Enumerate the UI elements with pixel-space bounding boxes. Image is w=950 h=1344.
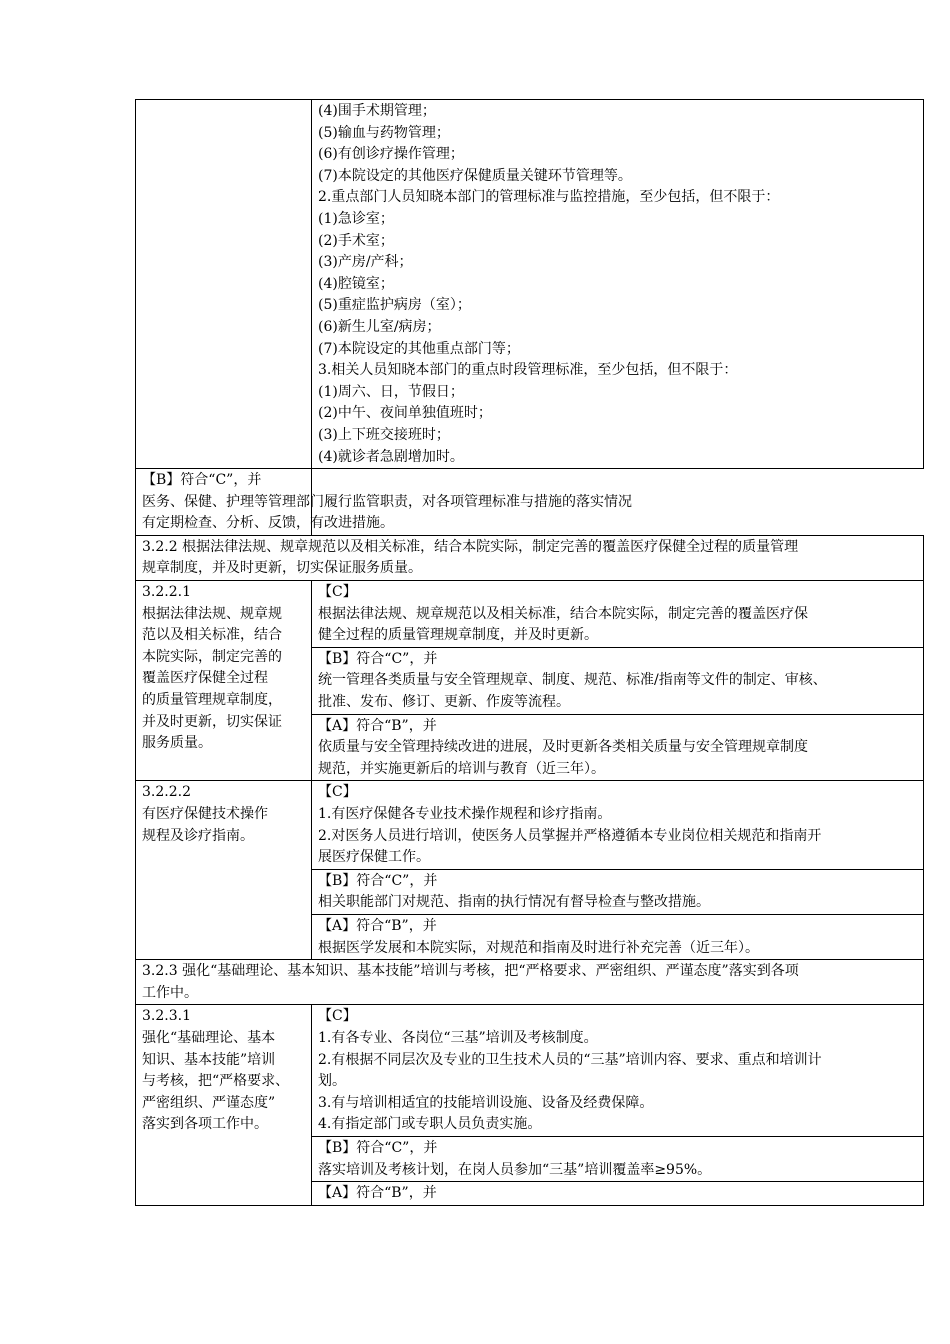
criteria-line: 1.有医疗保健各专业技术操作规程和诊疗指南。 <box>318 806 612 822</box>
item-title-line: 根据法律法规、规章规 <box>142 605 282 622</box>
criteria-line: (1)急诊室； <box>318 210 394 227</box>
criteria-line: 有定期检查、分析、反馈，有改进措施。 <box>142 515 394 532</box>
criteria-line: 4.有指定部门或专职人员负责实施。 <box>318 1116 542 1133</box>
item-title-line: 与考核，把“严格要求、 <box>142 1073 290 1090</box>
criteria-line: 2.重点部门人员知晓本部门的管理标准与监控措施，至少包括，但不限于： <box>318 189 780 206</box>
item-title-line: 严密组织、严谨态度” <box>142 1094 276 1111</box>
criteria-line: 统一管理各类质量与安全管理规章、制度、规范、标准/指南等文件的制定、审核、 <box>318 672 827 689</box>
criteria-cell <box>312 1005 924 1137</box>
criteria-line: 批准、发布、修订、更新、作废等流程。 <box>318 694 570 711</box>
section-heading-line: 3.2.2 根据法律法规、规章规范以及相关标准，结合本院实际，制定完善的覆盖医疗保健全过程的质量管理 <box>142 538 799 555</box>
item-title-line: 的质量管理规章制度， <box>142 692 282 709</box>
criteria-line: 【B】符合“C”，并 <box>142 472 262 489</box>
criteria-line: 2.对医务人员进行培训，使医务人员掌握并严格遵循本专业岗位相关规范和指南开 <box>318 827 822 844</box>
criteria-line: (5)输血与药物管理； <box>318 124 450 141</box>
criteria-line: 【B】符合“C”，并 <box>318 872 438 889</box>
criteria-line: (4)就诊者急剧增加时。 <box>318 448 464 465</box>
item-title-cell <box>136 100 312 469</box>
criteria-line: 健全过程的质量管理规章制度，并及时更新。 <box>318 627 598 644</box>
criteria-line: 医务、保健、护理等管理部门履行监管职责，对各项管理标准与措施的落实情况 <box>142 493 632 510</box>
criteria-line: (1)周六、日，节假日； <box>318 383 464 400</box>
item-title-line: 落实到各项工作中。 <box>142 1116 268 1133</box>
section-heading-line: 工作中。 <box>142 984 198 1001</box>
criteria-line: 3.相关人员知晓本部门的重点时段管理标准，至少包括，但不限于： <box>318 362 738 379</box>
table-row <box>136 100 924 469</box>
criteria-line: (6)新生儿室/病房； <box>318 318 441 335</box>
criteria-line: 划。 <box>318 1073 346 1090</box>
criteria-line: 【B】符合“C”，并 <box>318 650 438 667</box>
criteria-line: 根据法律法规、规章规范以及相关标准，结合本院实际，制定完善的覆盖医疗保 <box>318 605 808 622</box>
criteria-line: (6)有创诊疗操作管理； <box>318 146 464 163</box>
item-title-line: 覆盖医疗保健全过程 <box>142 670 268 687</box>
criteria-line: (2)中午、夜间单独值班时； <box>318 405 492 422</box>
criteria-cell <box>136 469 632 536</box>
item-title-line: 3.2.2.1 <box>142 584 191 601</box>
section-heading-line: 3.2.3 强化“基础理论、基本知识、基本技能”培训与考核，把“严格要求、严密组织、严谨态度”落实到各项 <box>142 963 799 980</box>
item-title-cell <box>136 581 312 781</box>
criteria-cell <box>312 914 924 959</box>
item-title-line: 本院实际，制定完善的 <box>142 648 282 665</box>
criteria-line: 【C】 <box>318 784 357 801</box>
table-row <box>136 581 924 648</box>
criteria-line: 展医疗保健工作。 <box>318 849 430 866</box>
criteria-line: (4)围手术期管理； <box>318 103 436 119</box>
criteria-line: (2)手术室； <box>318 232 394 249</box>
criteria-line: 3.有与培训相适宜的技能培训设施、设备及经费保障。 <box>318 1094 654 1111</box>
section-heading-line: 规章制度，并及时更新，切实保证服务质量。 <box>142 560 422 577</box>
criteria-line: 依质量与安全管理持续改进的进展，及时更新各类相关质量与安全管理规章制度 <box>318 739 808 756</box>
criteria-line: 【A】符合“B”，并 <box>318 917 437 934</box>
item-title-cell <box>136 1005 312 1205</box>
criteria-line: 【B】符合“C”，并 <box>318 1139 438 1156</box>
criteria-line: 【A】符合“B”，并 <box>318 1185 437 1202</box>
table-row <box>136 960 924 1005</box>
criteria-cell <box>312 1136 924 1181</box>
criteria-cell <box>312 581 924 648</box>
criteria-cell <box>312 714 924 781</box>
item-title-line: 3.2.2.2 <box>142 784 191 801</box>
criteria-line: 落实培训及考核计划，在岗人员参加“三基”培训覆盖率≥95%。 <box>318 1161 712 1178</box>
item-title-line: 知识、基本技能”培训 <box>142 1051 276 1068</box>
criteria-cell <box>312 869 924 914</box>
criteria-line: 规范，并实施更新后的培训与教育（近三年）。 <box>318 760 605 777</box>
criteria-line: (3)上下班交接班时； <box>318 426 450 443</box>
criteria-line: 【C】 <box>318 584 357 601</box>
item-title-line: 有医疗保健技术操作 <box>142 806 268 822</box>
criteria-line: 相关职能部门对规范、指南的执行情况有督导检查与整改措施。 <box>318 894 710 911</box>
table-row <box>136 469 924 536</box>
criteria-line: 【C】 <box>318 1008 357 1025</box>
criteria-cell <box>312 647 924 714</box>
criteria-line: (4)腔镜室； <box>318 275 394 292</box>
section-heading-cell <box>136 535 924 580</box>
table-row <box>136 781 924 869</box>
criteria-line: (7)本院设定的其他医疗保健质量关键环节管理等。 <box>318 167 632 184</box>
criteria-line: 【A】符合“B”，并 <box>318 717 437 734</box>
criteria-line: 根据医学发展和本院实际，对规范和指南及时进行补充完善（近三年）。 <box>318 939 759 956</box>
criteria-line: (5)重症监护病房（室）； <box>318 297 471 314</box>
table-row <box>136 1005 924 1137</box>
item-title-line: 并及时更新，切实保证 <box>142 713 282 730</box>
item-title-line: 强化“基础理论、基本 <box>142 1029 276 1046</box>
criteria-cell <box>312 781 924 869</box>
criteria-line: (7)本院设定的其他重点部门等； <box>318 340 520 357</box>
standards-table <box>135 99 924 1206</box>
criteria-cell <box>312 1182 924 1206</box>
criteria-line: 2.有根据不同层次及专业的卫生技术人员的“三基”培训内容、要求、重点和培训计 <box>318 1051 822 1068</box>
item-title-line: 服务质量。 <box>142 735 212 752</box>
criteria-cell <box>312 100 924 469</box>
section-heading-cell <box>136 960 924 1005</box>
item-title-line: 3.2.3.1 <box>142 1008 191 1025</box>
criteria-line: (3)产房/产科； <box>318 254 413 271</box>
item-title-line: 规程及诊疗指南。 <box>142 827 254 844</box>
item-title-line: 范以及相关标准，结合 <box>142 627 282 644</box>
item-title-cell <box>136 781 312 960</box>
table-row <box>136 535 924 580</box>
criteria-line: 1.有各专业、各岗位“三基”培训及考核制度。 <box>318 1029 598 1046</box>
standards-table-body <box>136 100 924 1206</box>
